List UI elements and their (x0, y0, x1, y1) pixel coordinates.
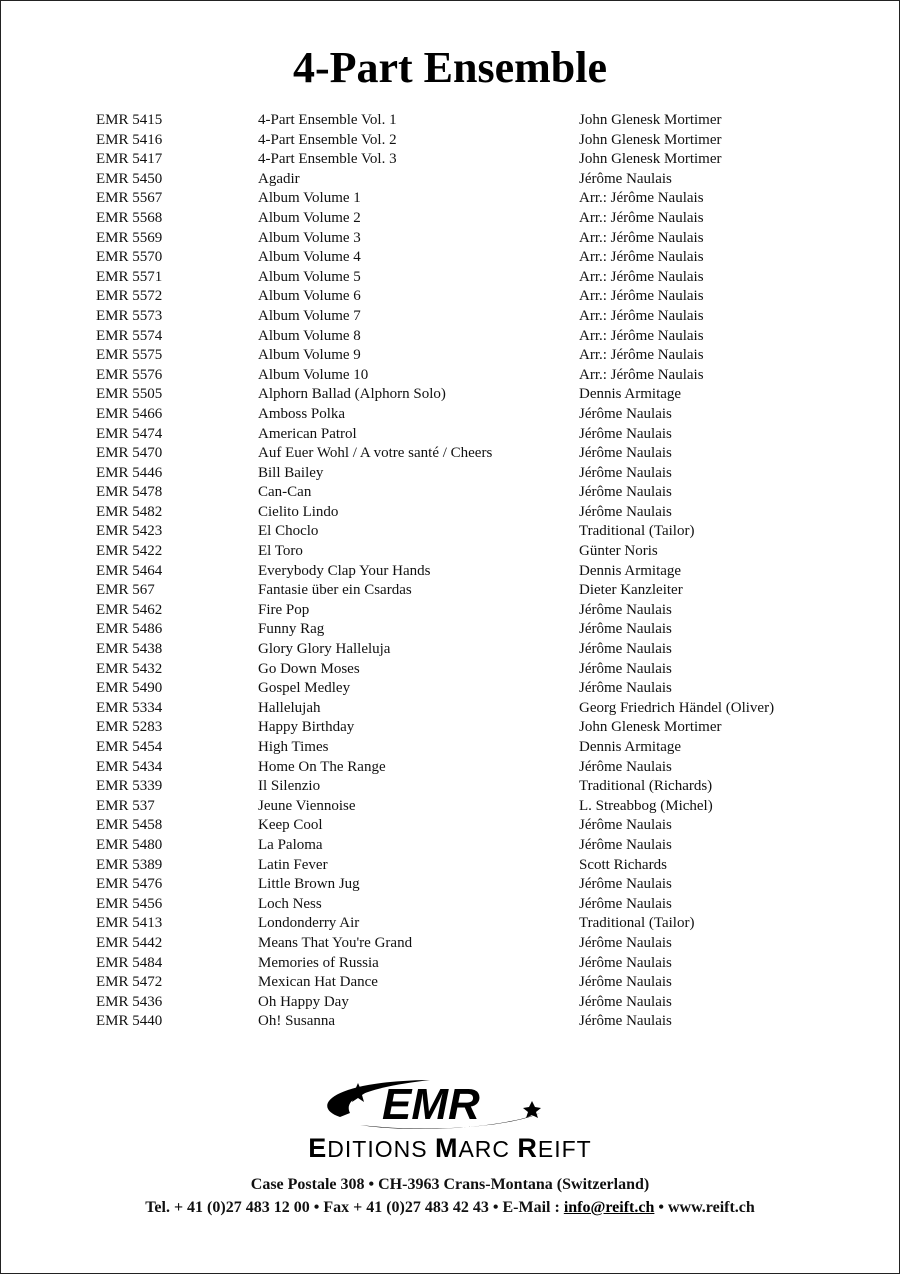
catalog-row (96, 640, 856, 660)
work-title: Album Volume 3 (258, 229, 361, 246)
catalog-number: EMR 5569 (96, 229, 163, 246)
work-title: Album Volume 2 (258, 209, 361, 226)
catalog-number: EMR 5464 (96, 562, 163, 579)
composer-name: Georg Friedrich Händel (Oliver) (579, 699, 775, 716)
fax-number: Fax + 41 (0)27 483 42 43 (323, 1199, 489, 1216)
composer-name: Jérôme Naulais (579, 993, 672, 1010)
catalog-row (96, 620, 856, 640)
catalog-row (96, 307, 856, 327)
phone-number: Tel. + 41 (0)27 483 12 00 (145, 1199, 310, 1216)
catalog-row (96, 111, 856, 131)
work-title: Can-Can (258, 484, 312, 501)
website-link[interactable]: www.reift.ch (668, 1199, 755, 1216)
catalog-number: EMR 5415 (96, 112, 163, 128)
catalog-row (96, 895, 856, 915)
catalog-number: EMR 5575 (96, 347, 163, 364)
catalog-row (96, 738, 856, 758)
catalog-number: EMR 5339 (96, 778, 163, 795)
catalog-number: EMR 5568 (96, 209, 163, 226)
catalog-row (96, 189, 856, 209)
work-title: Funny Rag (258, 621, 325, 638)
catalog-row (96, 150, 856, 170)
catalog-row (96, 679, 856, 699)
catalog-row (96, 346, 856, 366)
work-title: Cielito Lindo (258, 503, 339, 520)
composer-name: Arr.: Jérôme Naulais (579, 366, 704, 383)
composer-name: Jérôme Naulais (579, 1013, 672, 1030)
work-title: Londonderry Air (258, 915, 360, 932)
catalog-row (96, 562, 856, 582)
catalog-number: EMR 5423 (96, 523, 163, 540)
work-title: Everybody Clap Your Hands (258, 562, 431, 579)
work-title: El Toro (258, 543, 303, 560)
catalog-row (96, 425, 856, 445)
catalog-row (96, 522, 856, 542)
work-title: Album Volume 7 (258, 307, 361, 324)
work-title: High Times (258, 739, 329, 755)
catalog-row (96, 327, 856, 347)
work-title: Alphorn Ballad (Alphorn Solo) (258, 386, 446, 403)
catalog-row (96, 993, 856, 1013)
catalog-number: EMR 5416 (96, 131, 163, 148)
postal-address: Case Postale 308 • CH-3963 Crans-Montana (Switzerland) (250, 1176, 650, 1193)
catalog-number: EMR 5417 (96, 151, 163, 168)
catalog-row (96, 503, 856, 523)
catalog-number: EMR 5283 (96, 719, 163, 736)
catalog-row (96, 229, 856, 249)
catalog-number: EMR 5432 (96, 660, 163, 677)
catalog-number: EMR 5462 (96, 601, 163, 618)
composer-name: Arr.: Jérôme Naulais (579, 347, 704, 364)
composer-name: Dennis Armitage (579, 386, 682, 403)
catalog-number: EMR 537 (96, 797, 155, 814)
work-title: Oh! Susanna (258, 1013, 336, 1030)
catalog-row (96, 405, 856, 425)
catalog-number: EMR 5466 (96, 405, 163, 422)
catalog-number: EMR 5576 (96, 366, 163, 383)
catalog-row (96, 268, 856, 288)
composer-name: Jérôme Naulais (579, 876, 672, 893)
catalog-number: EMR 5574 (96, 327, 163, 344)
catalog-number: EMR 5389 (96, 856, 163, 873)
catalog-number: EMR 5486 (96, 621, 163, 638)
composer-name: Arr.: Jérôme Naulais (579, 249, 704, 266)
page-title: 4-Part Ensemble (292, 43, 608, 92)
composer-name: Jérôme Naulais (579, 621, 672, 638)
publisher-initial-e: E (308, 1133, 328, 1163)
publisher-part-ditions: DITIONS (327, 1136, 435, 1162)
catalog-number: EMR 5474 (96, 425, 163, 442)
catalog-number: EMR 5413 (96, 915, 163, 932)
composer-name: Jérôme Naulais (579, 817, 672, 834)
work-title: Mexican Hat Dance (258, 974, 378, 991)
composer-name: Jérôme Naulais (579, 445, 672, 462)
work-title: Latin Fever (258, 856, 328, 873)
catalog-number: EMR 5571 (96, 268, 163, 285)
catalog-row (96, 1012, 856, 1032)
work-title: Little Brown Jug (258, 876, 360, 893)
catalog-row (96, 954, 856, 974)
catalog-row (96, 856, 856, 876)
work-title: 4-Part Ensemble Vol. 2 (258, 131, 397, 148)
composer-name: Dieter Kanzleiter (579, 582, 683, 599)
catalog-row (96, 464, 856, 484)
composer-name: Jérôme Naulais (579, 405, 672, 422)
catalog-number: EMR 5440 (96, 1013, 163, 1030)
work-title: Album Volume 1 (258, 190, 361, 207)
composer-name: Traditional (Tailor) (579, 915, 695, 932)
email-label: E-Mail : (502, 1199, 560, 1216)
work-title: Loch Ness (258, 895, 322, 912)
composer-name: Dennis Armitage (579, 562, 682, 579)
work-title: Album Volume 4 (258, 249, 361, 266)
composer-name: Arr.: Jérôme Naulais (579, 190, 704, 207)
work-title: Album Volume 8 (258, 327, 361, 344)
work-title: Album Volume 6 (258, 288, 361, 305)
catalog-row (96, 366, 856, 386)
catalog-row (96, 777, 856, 797)
composer-name: Jérôme Naulais (579, 836, 672, 853)
catalog-number: EMR 5454 (96, 739, 163, 755)
logo-text: EMR (382, 1080, 480, 1129)
composer-name: Jérôme Naulais (579, 680, 672, 697)
catalog-row (96, 444, 856, 464)
work-title: 4-Part Ensemble Vol. 3 (258, 151, 397, 168)
work-title: Home On The Range (258, 758, 386, 775)
composer-name: L. Streabbog (Michel) (579, 797, 713, 814)
emr-logo-mark (310, 1075, 570, 1135)
work-title: El Choclo (258, 523, 319, 540)
catalog-number: EMR 5458 (96, 817, 163, 834)
catalog-row (96, 209, 856, 229)
catalog-row (96, 581, 856, 601)
catalog-row (96, 542, 856, 562)
composer-name: Jérôme Naulais (579, 954, 672, 971)
composer-name: Jérôme Naulais (579, 425, 672, 442)
composer-name: Jérôme Naulais (579, 974, 672, 991)
work-title: Gospel Medley (258, 680, 351, 697)
catalog-row (96, 385, 856, 405)
work-title: Keep Cool (258, 817, 323, 834)
catalog-row (96, 934, 856, 954)
work-title: Oh Happy Day (258, 993, 349, 1010)
composer-name: Traditional (Tailor) (579, 523, 695, 540)
work-title: Album Volume 9 (258, 347, 361, 364)
composer-name: Arr.: Jérôme Naulais (579, 229, 704, 246)
catalog-row (96, 601, 856, 621)
composer-name: Jérôme Naulais (579, 758, 672, 775)
work-title: Bill Bailey (258, 464, 324, 481)
work-title: 4-Part Ensemble Vol. 1 (258, 112, 397, 128)
catalog-number: EMR 5480 (96, 836, 163, 853)
catalog-number: EMR 5482 (96, 503, 163, 520)
catalog-row (96, 660, 856, 680)
catalog-number: EMR 5573 (96, 307, 163, 324)
catalog-list (96, 111, 856, 1032)
contact-line: Tel. + 41 (0)27 483 12 00 • Fax + 41 (0)27 483 42 43 • E-Mail : info@reift.ch • www.reift.ch (145, 1199, 755, 1216)
catalog-number: EMR 5470 (96, 445, 163, 462)
catalog-number: EMR 567 (96, 582, 155, 599)
catalog-number: EMR 5450 (96, 170, 163, 187)
catalog-row (96, 699, 856, 719)
work-title: Hallelujah (258, 699, 321, 716)
catalog-row (96, 875, 856, 895)
composer-name: Jérôme Naulais (579, 895, 672, 912)
catalog-row (96, 836, 856, 856)
composer-name: John Glenesk Mortimer (579, 131, 722, 148)
catalog-number: EMR 5567 (96, 190, 163, 207)
work-title: Fire Pop (258, 601, 310, 618)
composer-name: Scott Richards (579, 856, 667, 873)
catalog-number: EMR 5490 (96, 680, 163, 697)
catalog-number: EMR 5442 (96, 934, 163, 951)
publisher-part-arc: ARC (458, 1136, 518, 1162)
composer-name: John Glenesk Mortimer (579, 151, 722, 168)
composer-name: Jérôme Naulais (579, 601, 672, 618)
composer-name: Dennis Armitage (579, 739, 682, 755)
composer-name: Jérôme Naulais (579, 934, 672, 951)
catalog-number: EMR 5478 (96, 484, 163, 501)
catalog-number: EMR 5572 (96, 288, 163, 305)
composer-name: Jérôme Naulais (579, 464, 672, 481)
catalog-number: EMR 5334 (96, 699, 163, 716)
work-title: Album Volume 5 (258, 268, 361, 285)
work-title: American Patrol (258, 425, 357, 442)
composer-name: Arr.: Jérôme Naulais (579, 288, 704, 305)
publisher-initial-m: M (434, 1133, 459, 1163)
work-title: Il Silenzio (258, 778, 321, 795)
work-title: Memories of Russia (258, 954, 379, 971)
catalog-row (96, 973, 856, 993)
composer-name: John Glenesk Mortimer (579, 112, 722, 128)
publisher-part-eift: EIFT (537, 1136, 592, 1162)
work-title: Auf Euer Wohl / A votre santé / Cheers (258, 445, 493, 462)
composer-name: John Glenesk Mortimer (579, 719, 722, 736)
composer-name: Arr.: Jérôme Naulais (579, 307, 704, 324)
composer-name: Arr.: Jérôme Naulais (579, 268, 704, 285)
work-title: Fantasie über ein Csardas (258, 582, 412, 599)
work-title: La Paloma (258, 836, 323, 853)
logo-star-right (523, 1101, 541, 1118)
catalog-number: EMR 5446 (96, 464, 163, 481)
catalog-number: EMR 5484 (96, 954, 163, 971)
work-title: Glory Glory Halleluja (258, 641, 391, 658)
catalog-row (96, 248, 856, 268)
catalog-number: EMR 5456 (96, 895, 163, 912)
publisher-name (0, 1133, 900, 1164)
catalog-number: EMR 5570 (96, 249, 163, 266)
work-title: Means That You're Grand (258, 934, 413, 951)
catalog-number: EMR 5434 (96, 758, 163, 775)
work-title: Happy Birthday (258, 719, 355, 736)
work-title: Agadir (258, 170, 300, 187)
catalog-row (96, 287, 856, 307)
catalog-number: EMR 5476 (96, 876, 163, 893)
catalog-number: EMR 5472 (96, 974, 163, 991)
composer-name: Jérôme Naulais (579, 641, 672, 658)
composer-name: Arr.: Jérôme Naulais (579, 327, 704, 344)
work-title: Amboss Polka (258, 405, 346, 422)
catalog-number: EMR 5438 (96, 641, 163, 658)
catalog-row (96, 797, 856, 817)
catalog-number: EMR 5436 (96, 993, 163, 1010)
catalog-number: EMR 5505 (96, 386, 163, 403)
work-title: Go Down Moses (258, 660, 360, 677)
catalog-row (96, 483, 856, 503)
composer-name: Jérôme Naulais (579, 484, 672, 501)
catalog-row (96, 914, 856, 934)
catalog-number: EMR 5422 (96, 543, 163, 560)
composer-name: Jérôme Naulais (579, 660, 672, 677)
composer-name: Jérôme Naulais (579, 503, 672, 520)
composer-name: Traditional (Richards) (579, 778, 713, 795)
catalog-row (96, 170, 856, 190)
catalog-row (96, 816, 856, 836)
catalog-row (96, 758, 856, 778)
catalog-row (96, 131, 856, 151)
composer-name: Jérôme Naulais (579, 170, 672, 187)
work-title: Jeune Viennoise (258, 797, 356, 814)
composer-name: Arr.: Jérôme Naulais (579, 209, 704, 226)
composer-name: Günter Noris (579, 543, 658, 560)
publisher-initial-r: R (517, 1133, 538, 1163)
work-title: Album Volume 10 (258, 366, 369, 383)
catalog-row (96, 718, 856, 738)
email-link[interactable]: info@reift.ch (563, 1199, 655, 1216)
